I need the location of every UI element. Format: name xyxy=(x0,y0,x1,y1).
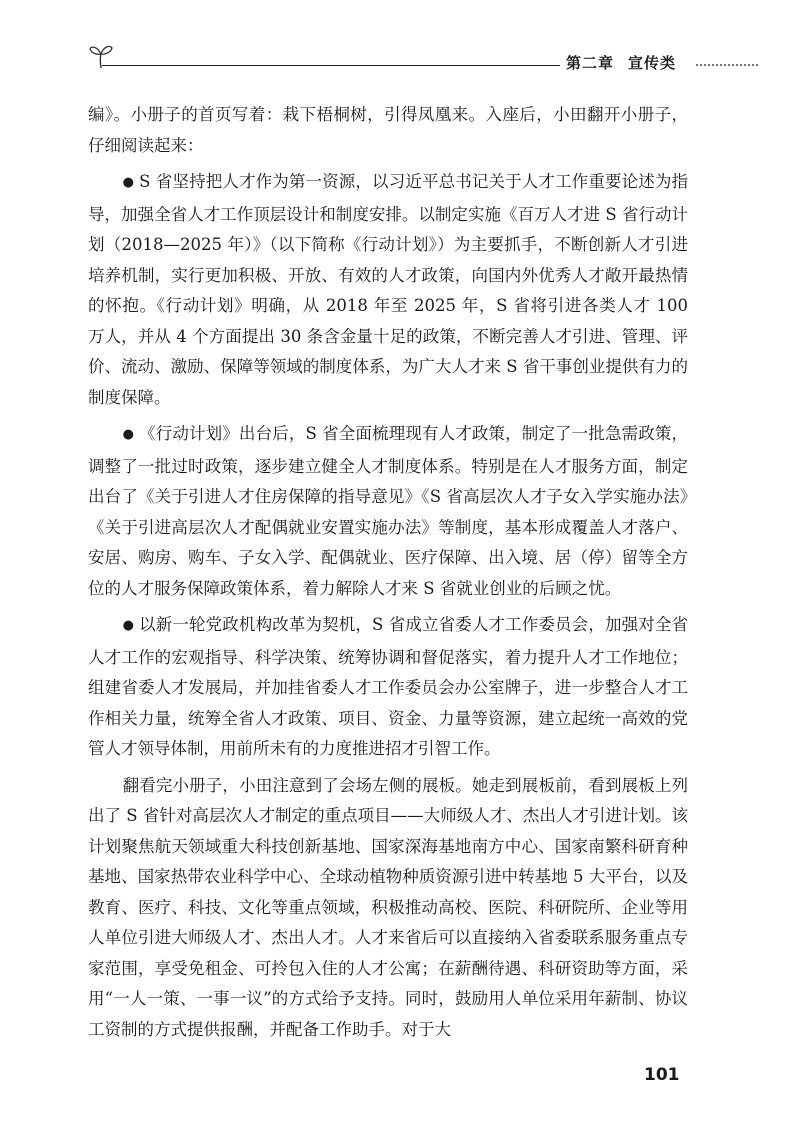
chapter-label: 第二章 xyxy=(566,54,615,72)
bullet-text-3: 以新一轮党政机构改革为契机，S 省成立省委人才工作委员会，加强对全省人才工作的宏观指导、科学决策、统筹协调和督促落实，着力提升人才工作地位；组建省委人才发展局，并加挂省委人才工作委员会办公室牌子，进一步整合人才工作相关力量，统筹全省人才政策、项目、资金、力量等资源，建立起统一高效的党管人才领导体制，用前所未有的力度推进招才引智工作。 xyxy=(88,615,688,758)
closing-paragraph: 翻看完小册子，小田注意到了会场左侧的展板。她走到展板前，看到展板上列出了 S 省针对高层次人才制定的重点项目——大师级人才、杰出人才引进计划。该计划聚焦航天领域重大科技创新基地、国家深海基地南方中心、国家南繁科研育种基地、国家热带农业科学中心、全球动植物种质资源引进中转基地 5 大平台，以及教育、医疗、科技、文化等重点领域，积极推动高校、医院、科研院所、企业等用人单位引进大师级人才、杰出人才。人才来省后可以直接纳入省委联系服务重点专家范围，享受免租金、可拎包入住的人才公寓；在薪酬待遇、科研资助等方面，采用“一人一策、一事一议”的方式给予支持。同时，鼓励用人单位采用年薪制、协议工资制的方式提供报酬，并配备工作助手。对于大 xyxy=(88,775,688,1039)
running-header xyxy=(88,40,728,76)
bullet-paragraph-1 xyxy=(88,167,688,413)
bullet-text-1: S 省坚持把人才作为第一资源，以习近平总书记关于人才工作重要论述为指导，加强全省人才工作顶层设计和制度安排。以制定实施《百万人才进 S 省行动计划（2018—2025 年）》（以下简称《行动计划》）为主要抓手，不断创新人才引进培养机制，实行更加积极、开放、有效的人才政策，向国内外优秀人才敞开最热情的怀抱。《行动计划》明确，从 2018 年至 2025 年，S 省将引进各类人才 100 万人，并从 4 个方面提出 30 条含金量十足的政策，不断完善人才引进、管理、评价、流动、激励、保障等领域的制度体系，为广大人才来 S 省干事创业提供有力的制度保障。 xyxy=(88,172,688,407)
bullet-icon: ● xyxy=(122,427,135,442)
bullet-paragraph-3 xyxy=(88,610,688,765)
header-dotted-rule xyxy=(696,64,758,66)
bullet-icon: ● xyxy=(122,618,135,633)
bullet-icon: ● xyxy=(122,175,135,190)
page-body xyxy=(88,100,688,1045)
bullet-paragraph-2 xyxy=(88,419,688,604)
page-number: 101 xyxy=(644,1065,680,1085)
continuation-paragraph: 编》。小册子的首页写着：栽下梧桐树，引得凤凰来。入座后，小田翻开小册子，仔细阅读起来： xyxy=(88,105,688,155)
bullet-text-2: 《行动计划》出台后，S 省全面梳理现有人才政策，制定了一批急需政策，调整了一批过时政策，逐步建立健全人才制度体系。特别是在人才服务方面，制定出台了《关于引进人才住房保障的指导意见》《S 省高层次人才子女入学实施办法》《关于引进高层次人才配偶就业安置实施办法》等制度，基本形成覆盖人才落户、安居、购房、购车、子女入学、配偶就业、医疗保障、出入境、居（停）留等全方位的人才服务保障政策体系，着力解除人才来 S 省就业创业的后顾之忧。 xyxy=(88,424,688,598)
chapter-heading xyxy=(566,52,676,73)
section-label: 宣传类 xyxy=(628,54,677,72)
header-rule xyxy=(102,65,560,66)
